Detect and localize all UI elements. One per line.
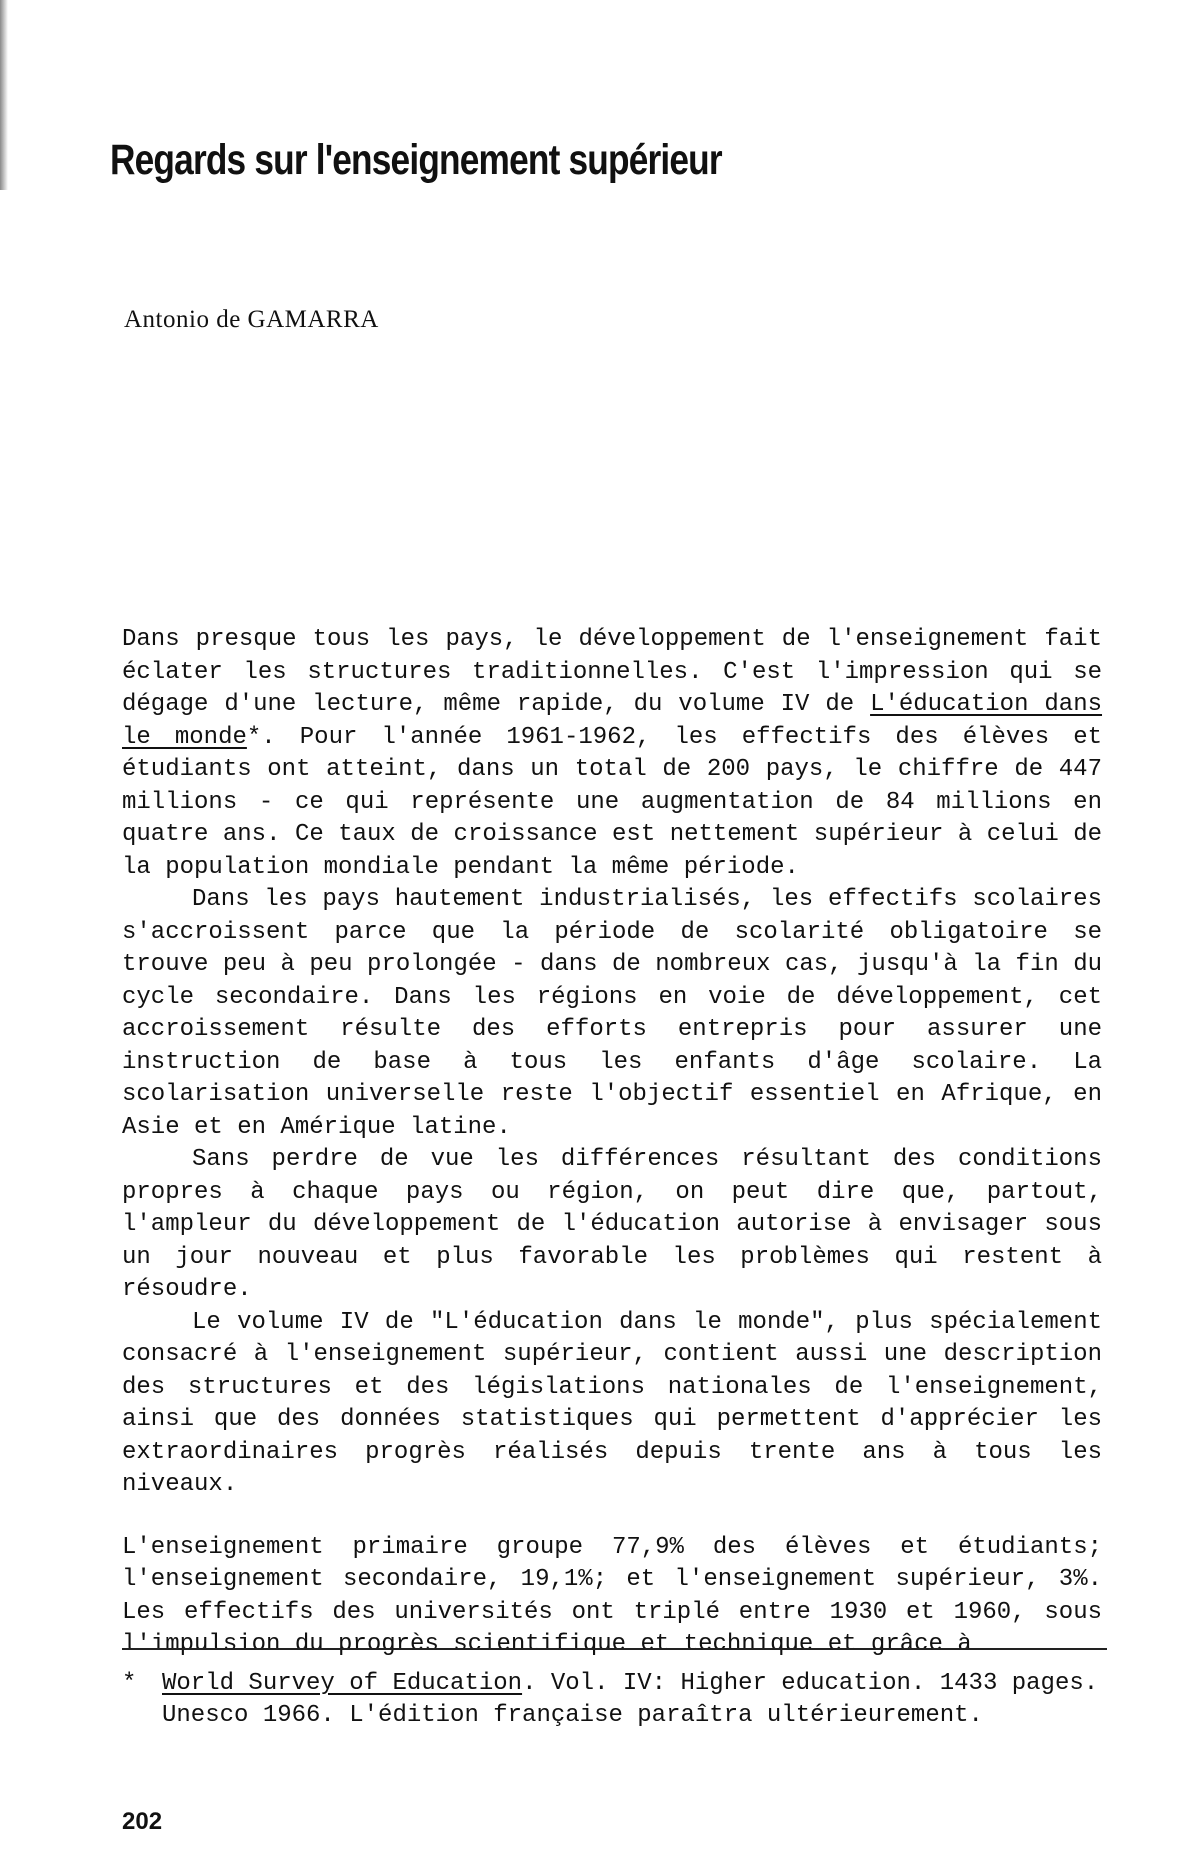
footnote-divider [122,1648,1107,1650]
paragraph-3: Sans perdre de vue les différences résultant des conditions propres à chaque pays ou région, on peut dire que, partout, l'ampleur du développement de l'éducation autorise à envisager sous un jour nouveau et plus favorable les problèmes qui restent à résoudre. [122,1146,1102,1303]
footnote-mark: * [122,1670,137,1697]
article-title: Regards sur l'enseignement supérieur [110,136,722,184]
paragraph-1-text-after: *. Pour l'année 1961-1962, les effectifs des élèves et étudiants ont atteint, dans un total de 200 pays, le chiffre de 447 millions - ce qui représente une augmentation de 84 millions en quatre ans. Ce taux de croissance est nettement supérieur à celui de la population mondiale pendant la même période. [122,723,1102,881]
author-name: Antonio de GAMARRA [124,306,379,333]
footnote-details: . Vol. IV: Higher education. 1433 pages. [522,1670,1099,1697]
paragraph-1-text-before: Dans presque tous les pays, le développement de l'enseignement fait éclater les structures traditionnelles. C'est l'impression qui se dégage d'une lecture, même rapide, du volume IV de [122,626,1102,718]
footnote [122,1668,1122,1732]
publication-title: L'éducation dans le monde [122,691,1103,751]
paragraph-4: Le volume IV de "L'éducation dans le monde", plus spécialement consacré à l'enseignement supérieur, contient aussi une description des structures et des législations nationales de l'enseignement, ainsi que des données statistiques qui permettent d'apprécier les extraordinaires progrès réalisés depuis trente ans à tous les niveaux. [122,1308,1102,1498]
footnote-source-title: World Survey of Education [162,1670,523,1697]
page-number: 202 [122,1808,163,1835]
paragraph-2: Dans les pays hautement industrialisés, les effectifs scolaires s'accroissent parce que la période de scolarité obligatoire se trouve peu à peu prolongée - dans de nombreux cas, jusqu'à la fin du cycle secondaire. Dans les régions en voie de développement, cet accroissement résulte des efforts entrepris pour assurer une instruction de base à tous les enfants d'âge scolaire. La scolarisation universelle reste l'objectif essentiel en Afrique, en Asie et en Amérique latine. [122,886,1102,1141]
paragraph-1 [122,624,1102,884]
scan-edge-shadow [0,0,8,190]
article-body [122,624,1102,1662]
paragraph-5: L'enseignement primaire groupe 77,9% des élèves et étudiants; l'enseignement secondaire, 19,1%; et l'enseignement supérieur, 3%. Les effectifs des universités ont triplé entre 1930 et 1960, sous l'impulsion du progrès scientifique et technique et grâce à [122,1533,1102,1658]
footnote-line-1 [122,1668,1122,1700]
footnote-line-2: Unesco 1966. L'édition française paraîtra ultérieurement. [162,1702,983,1729]
